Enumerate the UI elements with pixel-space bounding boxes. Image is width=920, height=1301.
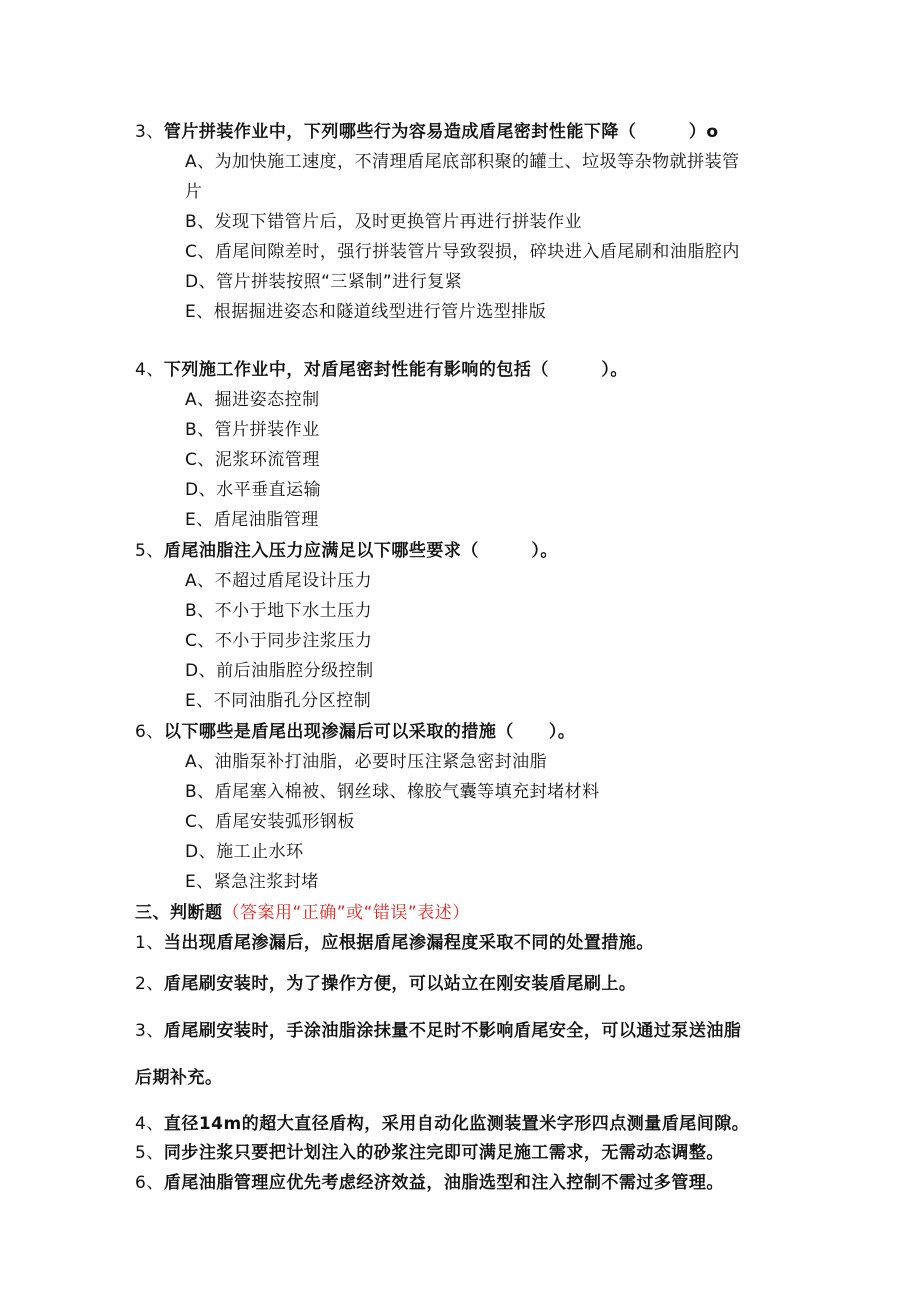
question-number: 4、: [135, 360, 164, 380]
judgement-number: 1、: [135, 933, 164, 953]
question-3-option-c: C、盾尾间隙差时，强行拼装管片导致裂损，碎块进入盾尾刷和油脂腔内: [185, 242, 740, 262]
question-3-option-a-continued: 片: [185, 182, 203, 202]
question-text: 下列施工作业中，对盾尾密封性能有影响的包括（ ）。: [163, 360, 628, 380]
judgement-text: 当出现盾尾渗漏后，应根据盾尾渗漏程度采取不同的处置措施。: [163, 933, 654, 953]
judgement-3-continued: [135, 1067, 223, 1089]
judgement-5: [135, 1142, 724, 1164]
judgement-text: 盾尾油脂管理应优先考虑经济效益，油脂选型和注入控制不需过多管理。: [163, 1173, 724, 1193]
judgement-text: 后期补充。: [135, 1068, 223, 1088]
question-6-option-e: E、紧急注浆封堵: [185, 872, 319, 892]
section-title: 三、判断题: [135, 903, 223, 923]
section-heading: [135, 902, 470, 924]
judgement-text: 直径14m的超大直径盾构，采用自动化监测装置米字形四点测量盾尾间隙。: [163, 1114, 750, 1134]
question-3-option-e: E、根据掘进姿态和隧道线型进行管片选型排版: [185, 302, 547, 322]
judgement-1: [135, 932, 654, 954]
judgement-3: [135, 1020, 741, 1042]
question-5-option-d: D、前后油脂腔分级控制: [185, 661, 374, 681]
question-number: 5、: [135, 541, 164, 561]
question-text: 管片拼装作业中，下列哪些行为容易造成盾尾密封性能下降（ ）o: [163, 122, 719, 142]
judgement-text: 同步注浆只要把计划注入的砂浆注完即可满足施工需求，无需动态调整。: [163, 1143, 724, 1163]
question-5-stem: [135, 540, 558, 562]
question-6-option-d: D、施工止水环: [185, 842, 304, 862]
question-3-option-d: D、管片拼装按照“三紧制”进行复紧: [185, 272, 463, 292]
question-4-stem: [135, 359, 628, 381]
question-4-option-d: D、水平垂直运输: [185, 480, 322, 500]
question-3-option-b: B、发现下错管片后，及时更换管片再进行拼装作业: [185, 212, 583, 232]
question-5-option-c: C、不小于同步注浆压力: [185, 631, 373, 651]
judgement-number: 2、: [135, 974, 164, 994]
judgement-4: [135, 1113, 749, 1135]
judgement-number: 5、: [135, 1143, 164, 1163]
question-3-option-a: A、为加快施工速度，不清理盾尾底部积聚的罐土、垃圾等杂物就拼装管: [185, 152, 740, 172]
question-6-option-a: A、油脂泵补打油脂，必要时压注紧急密封油脂: [185, 752, 548, 772]
question-6-option-c: C、盾尾安装弧形钢板: [185, 812, 355, 832]
question-5-option-a: A、不超过盾尾设计压力: [185, 571, 373, 591]
question-5-option-b: B、不小于地下水土压力: [185, 601, 373, 621]
judgement-text: 盾尾刷安装时，手涂油脂涂抹量不足时不影响盾尾安全，可以通过泵送油脂: [163, 1021, 742, 1041]
question-number: 3、: [135, 122, 164, 142]
judgement-number: 3、: [135, 1021, 164, 1041]
question-4-option-b: B、管片拼装作业: [185, 420, 320, 440]
judgement-number: 6、: [135, 1173, 164, 1193]
judgement-6: [135, 1172, 724, 1194]
question-4-option-e: E、盾尾油脂管理: [185, 510, 319, 530]
question-6-option-b: B、盾尾塞入棉被、钢丝球、橡胶气囊等填充封堵材料: [185, 782, 600, 802]
question-text: 盾尾油脂注入压力应满足以下哪些要求（ ）。: [163, 541, 558, 561]
question-6-stem: [135, 721, 575, 743]
question-3-stem: [135, 121, 719, 143]
question-5-option-e: E、不同油脂孔分区控制: [185, 691, 372, 711]
question-number: 6、: [135, 722, 164, 742]
judgement-number: 4、: [135, 1114, 164, 1134]
section-note: （答案用“正确”或“错误”表述）: [222, 903, 470, 923]
judgement-2: [135, 973, 636, 995]
judgement-text: 盾尾刷安装时，为了操作方便，可以站立在刚安装盾尾刷上。: [163, 974, 637, 994]
question-text: 以下哪些是盾尾出现渗漏后可以采取的措施（ ）。: [163, 722, 576, 742]
question-4-option-a: A、掘进姿态控制: [185, 390, 320, 410]
question-4-option-c: C、泥浆环流管理: [185, 450, 320, 470]
